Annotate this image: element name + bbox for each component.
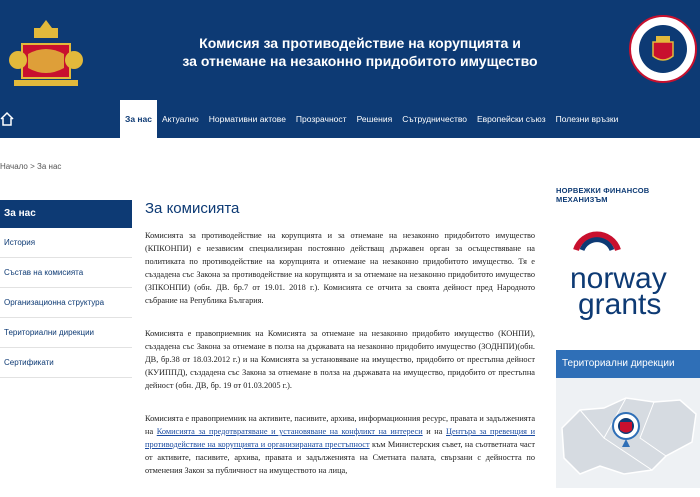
- link-anticorruption-center[interactable]: Центъра за превенция и противодействие на корупцията и организираната престъпност: [145, 427, 536, 449]
- site-header: [0, 0, 700, 100]
- norway-grants-logo[interactable]: [556, 210, 700, 320]
- norway-grants-heading: НОРВЕЖКИ ФИНАНСОВ МЕХАНИЗЪМ: [556, 186, 650, 204]
- sidebar-item-structure[interactable]: Организационна структура: [0, 288, 132, 318]
- sidebar-item-composition[interactable]: Състав на комисията: [0, 258, 132, 288]
- main-nav: [0, 100, 700, 138]
- bulgaria-map[interactable]: [556, 378, 700, 488]
- sidebar-item-certificates[interactable]: Сертификати: [0, 348, 132, 378]
- link-conflict-of-interest-commission[interactable]: Комисията за предотвратяване и установяване на конфликт на интереси: [156, 427, 423, 436]
- breadcrumb: [0, 162, 61, 171]
- page-title: За комисията: [145, 200, 240, 217]
- sidebar-heading: За нас: [0, 200, 132, 228]
- right-sidebar: [556, 186, 700, 493]
- sidebar: [0, 200, 132, 378]
- site-title-line1: Комисия за противодействие на корупцията и: [199, 35, 521, 51]
- commission-seal-icon[interactable]: [628, 14, 698, 84]
- paragraph-1: Комисията за противодействие на корупцията и за отнемане на незаконно придобитото имущество (КПКОНПИ) е независим специализиран постоянно действащ държавен орган за осъществяване на политиката по противодействие на корупцията и отнемане на незаконно придобитото имущество. Тя е създадена със Закона за противодействие на корупцията и за отнемане на незаконно придобитото имущество (ЗПКОНПИ) (обн. ДВ. бр.7 от 19.01. 2018 г.). Комисията се отчита за своята дейност пред Народното събрание на Република България.: [145, 231, 535, 305]
- site-title: [140, 34, 580, 70]
- coat-of-arms-icon[interactable]: [8, 8, 84, 92]
- home-icon[interactable]: [0, 111, 14, 127]
- nav-item-about[interactable]: За нас: [120, 100, 157, 138]
- main-content: [145, 200, 535, 497]
- breadcrumb-home[interactable]: Начало: [0, 162, 28, 171]
- paragraph-3-start: Комисията е правоприемник на активите, пасивите, архива, информационния ресурс, правата и задълженията на: [145, 414, 535, 436]
- nav-item-news[interactable]: Актуално: [162, 114, 199, 124]
- paragraph-3: [145, 412, 535, 477]
- territorial-heading[interactable]: Териториални дирекции: [556, 350, 700, 378]
- sidebar-item-history[interactable]: История: [0, 228, 132, 258]
- nav-item-decisions[interactable]: Решения: [356, 114, 393, 124]
- nav-item-transparency[interactable]: Прозрачност: [295, 114, 347, 124]
- paragraph-3-end: към Министерския съвет, на съответната част от активите, пасивите, архива, правата и задълженията на Сметната палата, свързани с дейността по отменения Закон за публичност на имуществото на лица,: [145, 440, 535, 475]
- paragraph-3-mid: и на: [422, 427, 447, 436]
- nav-item-legislation[interactable]: Нормативни актове: [208, 114, 286, 124]
- nav-item-links[interactable]: Полезни връзки: [555, 114, 619, 124]
- sidebar-item-territorial[interactable]: Териториални дирекции: [0, 318, 132, 348]
- norway-word: norway: [570, 262, 667, 295]
- paragraph-2: Комисията е правоприемник на Комисията за отнемане на незаконно придобито имущество (КОНПИ), създадена със Закона за отнемане в полза на държавата на незаконно придобито имущество (ЗОДНПИ)(обн. ДВ, бр.38 от 18.03.2012 г.) и на Комисията за установяване на имущество, придобито от престъпна дейност (КУИППД), създадена със Закона за отнемане в полза на държавата на имущество, придобито от престъпна дейност (обн. ДВ, бр. 19 от 01.03.2005 г.).: [145, 329, 535, 390]
- nav-item-eu[interactable]: Европейски съюз: [476, 114, 546, 124]
- nav-item-cooperation[interactable]: Сътрудничество: [402, 114, 467, 124]
- breadcrumb-separator: >: [30, 162, 35, 171]
- breadcrumb-current: За нас: [37, 162, 62, 171]
- site-title-line2: за отнемане на незаконно придобитото имущество: [182, 53, 538, 69]
- grants-word: grants: [578, 288, 662, 320]
